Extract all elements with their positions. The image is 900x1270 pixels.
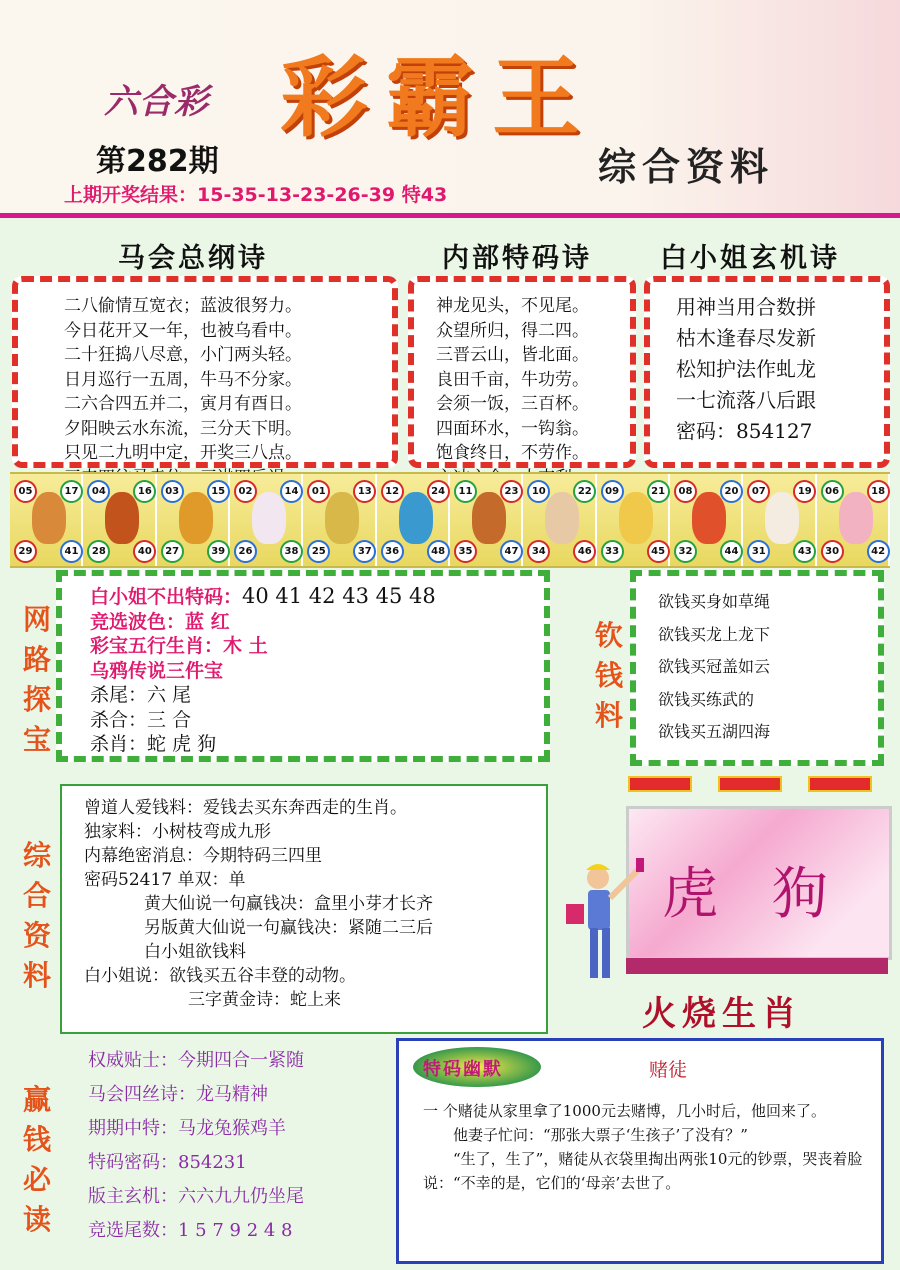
snake-icon	[399, 492, 433, 544]
zodiac-number-ball: 26	[234, 540, 257, 563]
zodiac-number-ball: 05	[14, 480, 37, 503]
zodiac-cell	[377, 474, 450, 566]
zonghe-line-5: 黄大仙说一句赢钱决：盒里小芽才长齐	[144, 894, 433, 914]
zodiac-number-ball: 43	[793, 540, 816, 563]
poem-3-line-2: 枯木逢春尽发新	[676, 326, 816, 350]
lottery-name: 六合彩	[104, 82, 209, 122]
zodiac-number-ball: 41	[60, 540, 83, 563]
poem-2-line-2: 众望所归，得二四。	[436, 320, 589, 341]
poem-1-lines	[64, 294, 392, 490]
zodiac-number-ball: 07	[747, 480, 770, 503]
dragon-icon	[325, 492, 359, 544]
zodiac-number-ball: 15	[207, 480, 230, 503]
zodiac-number-ball: 18	[867, 480, 890, 503]
zodiac-number-ball: 46	[573, 540, 596, 563]
zodiac-number-ball: 27	[161, 540, 184, 563]
label-text: 综 合 资 料	[22, 839, 51, 992]
zonghe-line-3: 内幕绝密消息：今期特码三四里	[84, 846, 322, 866]
mustread-list	[88, 1044, 304, 1248]
poem-2-line-3: 三晋云山，皆北面。	[436, 345, 589, 365]
rat-icon	[32, 492, 66, 544]
tanbao-line-1-value: 40 41 42 43 45 48	[242, 584, 436, 608]
zodiac-cell	[817, 474, 890, 566]
zodiac-number-ball: 37	[353, 540, 376, 563]
joke-badge: 特码幽默	[423, 1059, 503, 1080]
tanbao-line-7: 杀肖：蛇 虎 狗	[90, 733, 217, 755]
poem-3-line-1: 用神当用合数拼	[676, 295, 816, 319]
zodiac-number-ball: 14	[280, 480, 303, 503]
poem-2-line-1: 神龙见头，不见尾。	[436, 296, 589, 316]
zodiac-number-ball: 45	[647, 540, 670, 563]
tiger-icon	[179, 492, 213, 544]
monkey-icon	[619, 492, 653, 544]
poem-1-line-3: 二十狂捣八尽意，小门两头轻。	[64, 345, 302, 365]
zodiac-number-ball: 10	[527, 480, 550, 503]
last-result	[64, 180, 447, 207]
zodiac-number-ball: 34	[527, 540, 550, 563]
poem-1-line-2: 今日花开又一年，也被乌看中。	[64, 320, 302, 341]
poem-box-3	[644, 276, 890, 468]
zodiac-cell	[450, 474, 523, 566]
mustread-line-3: 期期中特：马龙兔猴鸡羊	[88, 1118, 286, 1139]
zodiac-cell	[230, 474, 303, 566]
zodiac-number-ball: 36	[381, 540, 404, 563]
mustread-line-6: 竞选尾数：1 5 7 9 2 4 8	[88, 1220, 293, 1241]
joke-body	[423, 1099, 863, 1195]
zonghe-box	[60, 784, 548, 1034]
column-title-1: 马会总纲诗	[118, 243, 268, 274]
column-title-2: 内部特码诗	[442, 243, 592, 274]
ox-icon	[105, 492, 139, 544]
zodiac-cell	[743, 474, 816, 566]
wish-line-2: 欲钱买龙上龙下	[658, 624, 771, 644]
billboard-caption: 火烧生肖	[642, 994, 802, 1034]
rooster-icon	[692, 492, 726, 544]
zodiac-number-ball: 24	[427, 480, 450, 503]
zodiac-number-ball: 22	[573, 480, 596, 503]
zodiac-number-ball: 40	[133, 540, 156, 563]
zodiac-number-ball: 09	[601, 480, 624, 503]
pig-icon	[839, 492, 873, 544]
zodiac-cell	[303, 474, 376, 566]
poem-1-line-1: 二八偷情互宽衣；蓝波很努力。	[64, 296, 302, 316]
zodiac-number-ball: 39	[207, 540, 230, 563]
issue-number: 第282期	[96, 144, 219, 179]
tanbao-line-3: 彩宝五行生肖：木 土	[90, 635, 268, 657]
zodiac-number-ball: 47	[500, 540, 523, 563]
zonghe-line-6: 另版黄大仙说一句赢钱决：紧随二三后	[144, 918, 433, 938]
joke-title: 赌徒	[649, 1059, 688, 1081]
result-numbers: 15-35-13-23-26-39	[197, 184, 396, 206]
mustread-line-4: 特码密码：854231	[88, 1152, 247, 1173]
zodiac-number-ball: 48	[427, 540, 450, 563]
zodiac-number-ball: 23	[500, 480, 523, 503]
label-money	[592, 616, 626, 736]
wish-lines	[658, 586, 878, 749]
zodiac-number-ball: 20	[720, 480, 743, 503]
tanbao-line-2: 竞选波色：蓝 红	[90, 610, 230, 633]
wish-line-1: 欲钱买身如草绳	[658, 592, 771, 611]
tanbao-line-6: 杀合：三 合	[90, 708, 192, 731]
poem-3-lines	[676, 292, 884, 447]
zodiac-number-ball: 13	[353, 480, 376, 503]
label-text: 网 路 探 宝	[22, 603, 51, 756]
poem-1-line-4: 日月巡行一五周，牛马不分家。	[64, 369, 302, 390]
zodiac-number-ball: 28	[87, 540, 110, 563]
wish-line-5: 欲钱买五湖四海	[658, 722, 771, 741]
zodiac-number-ball: 31	[747, 540, 770, 563]
label-mustread	[20, 1080, 54, 1240]
zonghe-line-4: 密码52417 单双：单	[84, 870, 246, 890]
horse-icon	[472, 492, 506, 544]
poem-3-line-3: 松知护法作虬龙	[676, 357, 816, 381]
zonghe-line-1: 曾道人爱钱料：爱钱去买东奔西走的生肖。	[84, 798, 407, 818]
zodiac-number-ball: 08	[674, 480, 697, 503]
poem-box-2	[408, 276, 636, 468]
zodiac-number-ball: 21	[647, 480, 670, 503]
zodiac-number-ball: 16	[133, 480, 156, 503]
zodiac-number-ball: 17	[60, 480, 83, 503]
zodiac-number-ball: 35	[454, 540, 477, 563]
zodiac-number-ball: 25	[307, 540, 330, 563]
joke-paragraph-2: 他妻子忙问：“那张大票子‘生孩子’了没有？”	[453, 1126, 748, 1144]
tanbao-line-1-label: 白小姐不出特码：	[90, 586, 243, 608]
rabbit-icon	[252, 492, 286, 544]
zonghe-line-8: 白小姐说：欲钱买五谷丰登的动物。	[84, 966, 356, 986]
zodiac-number-ball: 32	[674, 540, 697, 563]
zodiac-number-ball: 29	[14, 540, 37, 563]
poem-2-lines	[436, 294, 630, 490]
zonghe-line-9: 三字黄金诗：蛇上来	[188, 990, 341, 1010]
poem-2-line-4: 良田千亩，牛功劳。	[436, 369, 589, 390]
tanbao-line-5: 杀尾：六 尾	[90, 684, 192, 706]
poem-1-line-6: 夕阳映云水东流，三分天下明。	[64, 418, 302, 439]
label-text: 赢 钱 必 读	[22, 1083, 51, 1236]
painter-figure-icon	[560, 858, 650, 988]
tanbao-line-4: 乌鸦传说三件宝	[90, 659, 224, 682]
zodiac-number-ball: 44	[720, 540, 743, 563]
poem-2-line-5: 会须一饭，三百杯。	[436, 394, 589, 414]
billboard-base	[626, 958, 888, 974]
mustread-lines	[88, 1044, 304, 1248]
zodiac-number-ball: 02	[234, 480, 257, 503]
zonghe-line-2: 独家料：小树枝弯成九形	[84, 822, 271, 842]
zodiac-number-ball: 01	[307, 480, 330, 503]
label-network-treasure	[20, 600, 54, 760]
zodiac-strip	[10, 472, 890, 568]
billboard-lights	[628, 776, 884, 806]
brand-title: 彩霸王	[280, 45, 599, 149]
zonghe-line-7: 白小姐欲钱料	[144, 942, 246, 962]
column-title-3: 白小姐玄机诗	[660, 243, 840, 274]
dog-icon	[765, 492, 799, 544]
label-zonghe	[20, 836, 54, 996]
wish-box	[630, 570, 884, 766]
wish-line-3: 欲钱买冠盖如云	[658, 657, 771, 676]
joke-box	[396, 1038, 884, 1264]
poem-1-line-5: 二六合四五并二，寅月有酉日。	[64, 394, 302, 414]
zodiac-cell	[157, 474, 230, 566]
poem-3-line-4: 一七流落八后跟	[676, 388, 816, 412]
poem-2-line-7: 饱食终日，不劳作。	[436, 443, 589, 463]
wish-line-4: 欲钱买练武的	[658, 689, 755, 709]
zodiac-number-ball: 19	[793, 480, 816, 503]
zodiac-number-ball: 42	[867, 540, 890, 563]
header-subtitle: 综合资料	[598, 144, 775, 189]
zodiac-number-ball: 38	[280, 540, 303, 563]
label-text: 钦 钱 料	[594, 619, 623, 732]
zodiac-cell	[597, 474, 670, 566]
poem-1-line-7: 只见二九明中定，开奖三八点。	[64, 443, 302, 463]
result-special: 特43	[401, 184, 448, 206]
goat-icon	[545, 492, 579, 544]
zodiac-number-ball: 03	[161, 480, 184, 503]
zodiac-cell	[83, 474, 156, 566]
zodiac-cell	[523, 474, 596, 566]
mustread-line-1: 权威贴士：今期四合一紧随	[88, 1050, 304, 1071]
zodiac-number-ball: 11	[454, 480, 477, 503]
zodiac-number-ball: 30	[821, 540, 844, 563]
poem-3-line-5: 密码：854127	[676, 419, 813, 443]
poem-box-1	[12, 276, 398, 468]
joke-paragraph-1: 一 个赌徒从家里拿了1000元去赌博，几小时后，他回来了。	[423, 1102, 826, 1120]
zodiac-number-ball: 04	[87, 480, 110, 503]
header-divider	[0, 213, 900, 218]
mustread-line-2: 马会四丝诗：龙马精神	[88, 1084, 268, 1105]
tanbao-box	[56, 570, 550, 762]
zodiac-number-ball: 33	[601, 540, 624, 563]
billboard-text: 虎 狗	[662, 862, 846, 927]
poem-2-line-6: 四面环水，一钩翁。	[436, 418, 589, 439]
zodiac-number-ball: 12	[381, 480, 404, 503]
mustread-line-5: 版主玄机：六六九九仍坐尾	[88, 1186, 304, 1207]
zodiac-cell	[670, 474, 743, 566]
zodiac-cell	[10, 474, 83, 566]
joke-paragraph-3: “生了，生了”，赌徒从衣袋里掏出两张10元的钞票，哭丧着脸说：“不幸的是，它们的‘母亲’去世了。	[423, 1150, 863, 1192]
zodiac-number-ball: 06	[821, 480, 844, 503]
result-label: 上期开奖结果：	[64, 184, 198, 206]
